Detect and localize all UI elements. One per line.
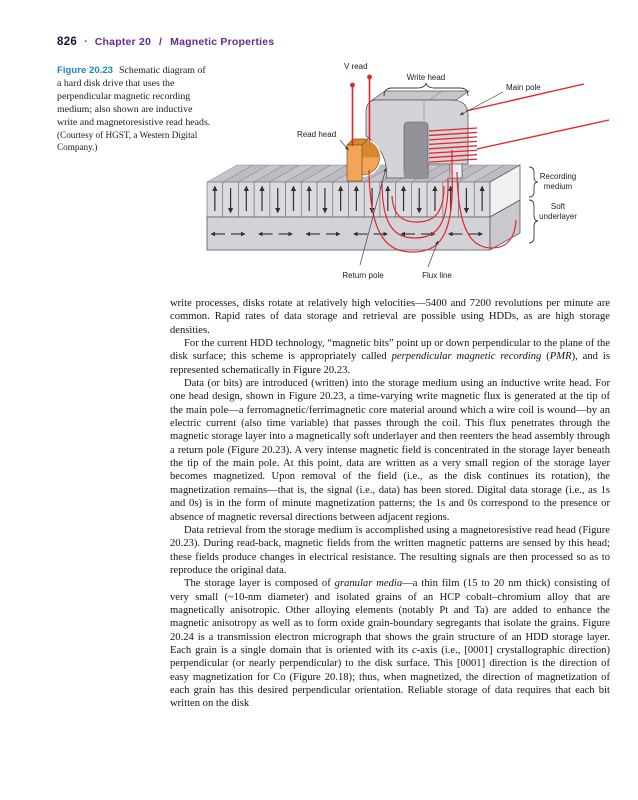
read-head-label: Read head bbox=[297, 130, 337, 139]
read-head-slab bbox=[347, 145, 362, 181]
v-read-label: V read bbox=[344, 62, 368, 71]
body-paragraph: Data retrieval from the storage medium is accomplished using a magnetoresistive read head (Figure 20.23). During read-back, magnetic fields from the written magnetic patterns are sensed by this head; these fields produce changes in electrical resistance. The resulting signals are then processed so as to reproduce the original data. bbox=[170, 524, 610, 576]
body-paragraph: Data (or bits) are introduced (written) into the storage medium using an inductive write head. For one head design, shown in Figure 20.23, a time-varying write magnetic flux is generated at the tip of the main pole—a ferromagnetic/ferrimagnetic core material around which a wire coil is wound—by an electric current (also time variable) that passes through the coil. This flux penetrates through the magnetic storage layer into a magnetically soft underlayer and then reenters the head assembly through a return pole (Figure 20.23). A very intense magnetic field is concentrated in the storage layer beneath the tip of the main pole. At this point, data are written as a very small region of the storage layer becomes magnetized. Upon removal of the field (i.e., as the disk continues its rotation), the magnetization remains—that is, the signal (i.e., data) has been stored. Digital data storage (i.e., as 1s and 0s) is in the form of minute magnetization patterns; the 1s and 0s correspond to the presence or absence of magnetic reversal directions between adjacent regions. bbox=[170, 378, 610, 523]
running-head bbox=[57, 36, 274, 48]
coil-leads bbox=[466, 84, 609, 149]
figure-diagram bbox=[200, 55, 638, 290]
body-paragraph: The storage layer is composed of granular media—a thin film (15 to 20 nm thick) consisting of very small (~10-nm diameter) and isolated grains of an HCP cobalt–chromium alloy that are magnetically anisotropic. Other alloying elements (notably Pt and Ta) are added to enhance the magnetic anisotropy as well as to form oxide grain-boundary segregants that isolate the grains. Figure 20.24 is a transmission electron micrograph that shows the grain structure of an HDD storage layer. Each grain is a single domain that is oriented with its c-axis (i.e., [0001] crystallographic direction) perpendicular (or nearly perpendicular) to the disk surface. This [0001] direction is the direction of easy magnetization for Co (Figure 20.18); thus, when magnetized, the direction of magnetization of each grain has this desired perpendicular orientation. Reliable storage of data requires that each bit written on the disk bbox=[170, 578, 610, 710]
chapter-title: Chapter 20 / Magnetic Properties bbox=[94, 36, 275, 48]
figure-caption-text: Schematic diagram of a hard disk drive that uses the perpendicular magnetic recording medium; also shown are inductive write and magnetoresistive read heads. bbox=[57, 65, 211, 129]
flux-line-label: Flux line bbox=[422, 271, 452, 280]
page-number: 826 bbox=[57, 36, 78, 48]
figure-label: Figure 20.23 bbox=[57, 65, 113, 76]
hdd-schematic bbox=[200, 55, 638, 290]
soft-underlayer bbox=[207, 217, 490, 250]
figure-credit: (Courtesy of HGST, a Western Digital Company.) bbox=[57, 130, 198, 153]
body-paragraph: write processes, disks rotate at relatively high velocities—5400 and 7200 revolutions per minute are common. Rapid rates of data storage and retrieval are possible using HDDs, as are high storage densities. bbox=[170, 298, 610, 336]
write-head-top-face bbox=[372, 91, 469, 100]
main-pole-label: Main pole bbox=[506, 83, 541, 92]
write-head-gap bbox=[404, 122, 428, 178]
return-pole-label: Return pole bbox=[342, 271, 384, 280]
header-bullet: · bbox=[84, 36, 88, 48]
body-paragraph: For the current HDD technology, “magnetic bits” point up or down perpendicular to the plane of the disk surface; this scheme is appropriately called perpendicular magnetic recording (PMR), and is represented schematically in Figure 20.23. bbox=[170, 338, 610, 376]
recording-medium-label2: medium bbox=[543, 182, 573, 191]
soft-underlayer-label2: underlayer bbox=[539, 212, 577, 221]
soft-underlayer-label: Soft bbox=[550, 202, 566, 211]
figure-caption bbox=[57, 64, 212, 154]
body-text-column bbox=[170, 297, 610, 711]
recording-medium-label: Recording bbox=[539, 172, 577, 181]
write-head-label: Write head bbox=[406, 73, 446, 82]
